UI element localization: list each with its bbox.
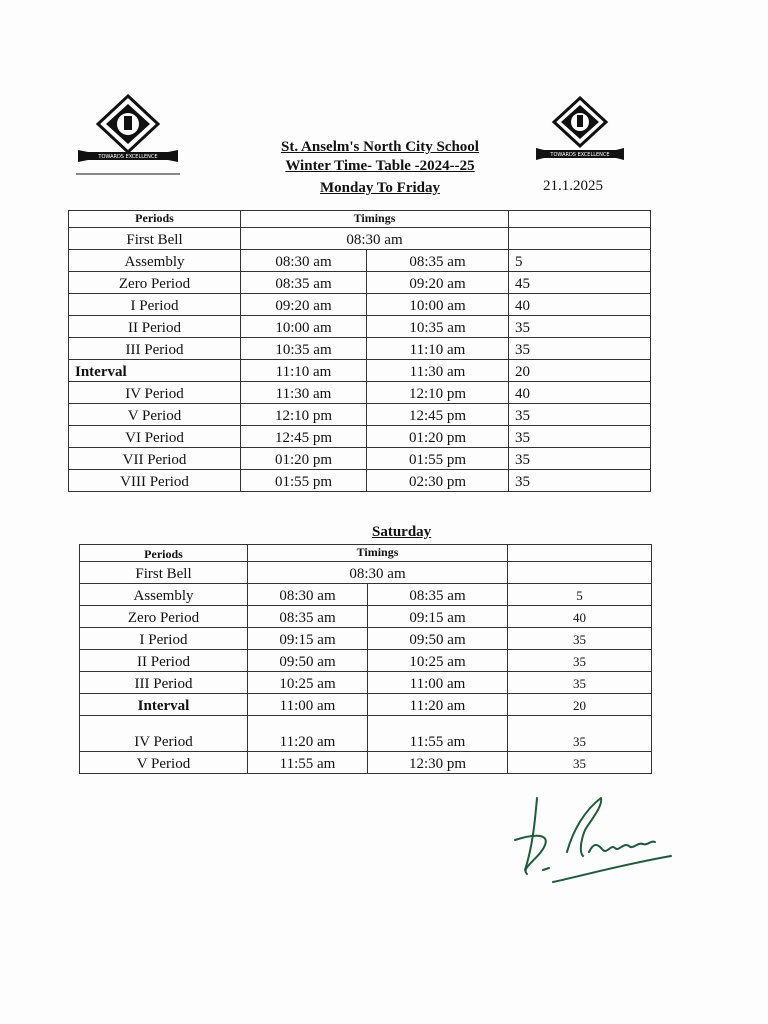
duration-minutes: 40 [509, 294, 651, 316]
end-time: 11:55 am [368, 716, 508, 752]
period-name: Zero Period [80, 606, 248, 628]
table-row [80, 694, 652, 716]
start-time: 10:35 am [241, 338, 367, 360]
duration-minutes: 35 [508, 672, 652, 694]
duration-minutes: 40 [509, 382, 651, 404]
period-name: V Period [80, 752, 248, 774]
duration-minutes: 35 [508, 716, 652, 752]
end-time: 09:50 am [368, 628, 508, 650]
start-time: 08:35 am [248, 606, 368, 628]
table-row [69, 360, 651, 382]
period-name: Assembly [80, 584, 248, 606]
first-bell-row [80, 562, 652, 584]
table-row [69, 250, 651, 272]
end-time: 12:30 pm [368, 752, 508, 774]
end-time: 10:35 am [367, 316, 509, 338]
duration-minutes: 35 [509, 404, 651, 426]
minutes-cell [509, 228, 651, 250]
header-blank [508, 545, 652, 562]
table-row [69, 272, 651, 294]
duration-minutes: 35 [508, 650, 652, 672]
period-name: Zero Period [69, 272, 241, 294]
table-row [69, 294, 651, 316]
table-row [80, 584, 652, 606]
header-blank [509, 211, 651, 228]
table-row [80, 716, 652, 752]
start-time: 08:30 am [241, 250, 367, 272]
duration-minutes: 35 [508, 752, 652, 774]
header-periods: Periods [69, 211, 241, 228]
period-name: Assembly [69, 250, 241, 272]
end-time: 08:35 am [368, 584, 508, 606]
weekday-timetable [68, 210, 651, 492]
duration-minutes: 35 [509, 426, 651, 448]
table-row [80, 650, 652, 672]
period-name: II Period [80, 650, 248, 672]
period-name: Interval [69, 360, 241, 382]
period-name: VI Period [69, 426, 241, 448]
first-bell-row [69, 228, 651, 250]
duration-minutes: 5 [509, 250, 651, 272]
header-timings: Timings [241, 211, 509, 228]
period-name: I Period [69, 294, 241, 316]
duration-minutes: 35 [508, 628, 652, 650]
end-time: 02:30 pm [367, 470, 509, 492]
minutes-cell [508, 562, 652, 584]
table-header-row [80, 545, 652, 562]
period-name: IV Period [80, 716, 248, 752]
end-time: 12:45 pm [367, 404, 509, 426]
start-time: 01:55 pm [241, 470, 367, 492]
start-time: 09:20 am [241, 294, 367, 316]
first-bell-time: 08:30 am [241, 228, 509, 250]
start-time: 12:45 pm [241, 426, 367, 448]
period-name: First Bell [80, 562, 248, 584]
duration-minutes: 35 [509, 470, 651, 492]
period-name: V Period [69, 404, 241, 426]
document-header [240, 138, 520, 198]
document-date: 21.1.2025 [543, 178, 603, 194]
duration-minutes: 35 [509, 338, 651, 360]
table-row [80, 672, 652, 694]
end-time: 10:25 am [368, 650, 508, 672]
start-time: 11:55 am [248, 752, 368, 774]
weekday-title: Monday To Friday [319, 180, 441, 196]
start-time: 11:00 am [248, 694, 368, 716]
school-logo-right [536, 94, 624, 172]
logo-motto-right: TOWARDS EXCELLENCE [550, 152, 610, 158]
end-time: 01:20 pm [367, 426, 509, 448]
end-time: 10:00 am [367, 294, 509, 316]
header-periods: Periods [80, 545, 248, 562]
start-time: 10:25 am [248, 672, 368, 694]
table-row [69, 382, 651, 404]
table-row [80, 752, 652, 774]
table-row [69, 470, 651, 492]
period-name: III Period [69, 338, 241, 360]
period-name: VII Period [69, 448, 241, 470]
duration-minutes: 20 [508, 694, 652, 716]
period-name: II Period [69, 316, 241, 338]
school-logo-left [76, 92, 180, 178]
school-name: St. Anselm's North City School [281, 139, 479, 155]
end-time: 01:55 pm [367, 448, 509, 470]
logo-motto-left: TOWARDS EXCELLENCE [98, 154, 158, 160]
start-time: 11:20 am [248, 716, 368, 752]
period-name: Interval [80, 694, 248, 716]
table-row [69, 338, 651, 360]
table-row [69, 426, 651, 448]
first-bell-time: 08:30 am [248, 562, 508, 584]
start-time: 08:30 am [248, 584, 368, 606]
table-row [80, 606, 652, 628]
end-time: 11:30 am [367, 360, 509, 382]
start-time: 01:20 pm [241, 448, 367, 470]
duration-minutes: 35 [509, 316, 651, 338]
period-name: VIII Period [69, 470, 241, 492]
period-name: I Period [80, 628, 248, 650]
table-row [69, 316, 651, 338]
header-timings: Timings [248, 545, 508, 562]
period-name: IV Period [69, 382, 241, 404]
duration-minutes: 45 [509, 272, 651, 294]
start-time: 12:10 pm [241, 404, 367, 426]
end-time: 09:20 am [367, 272, 509, 294]
end-time: 09:15 am [368, 606, 508, 628]
start-time: 08:35 am [241, 272, 367, 294]
end-time: 11:00 am [368, 672, 508, 694]
start-time: 09:15 am [248, 628, 368, 650]
duration-minutes: 20 [509, 360, 651, 382]
start-time: 09:50 am [248, 650, 368, 672]
table-header-row [69, 211, 651, 228]
end-time: 12:10 pm [367, 382, 509, 404]
timetable-subtitle: Winter Time- Table -2024--25 [285, 158, 475, 174]
duration-minutes: 40 [508, 606, 652, 628]
end-time: 08:35 am [367, 250, 509, 272]
saturday-title: Saturday [372, 524, 432, 540]
start-time: 11:30 am [241, 382, 367, 404]
end-time: 11:10 am [367, 338, 509, 360]
table-row [69, 448, 651, 470]
start-time: 11:10 am [241, 360, 367, 382]
start-time: 10:00 am [241, 316, 367, 338]
period-name: First Bell [69, 228, 241, 250]
table-row [80, 628, 652, 650]
saturday-timetable [79, 544, 652, 774]
signature [505, 790, 675, 885]
end-time: 11:20 am [368, 694, 508, 716]
duration-minutes: 5 [508, 584, 652, 606]
table-row [69, 404, 651, 426]
period-name: III Period [80, 672, 248, 694]
duration-minutes: 35 [509, 448, 651, 470]
